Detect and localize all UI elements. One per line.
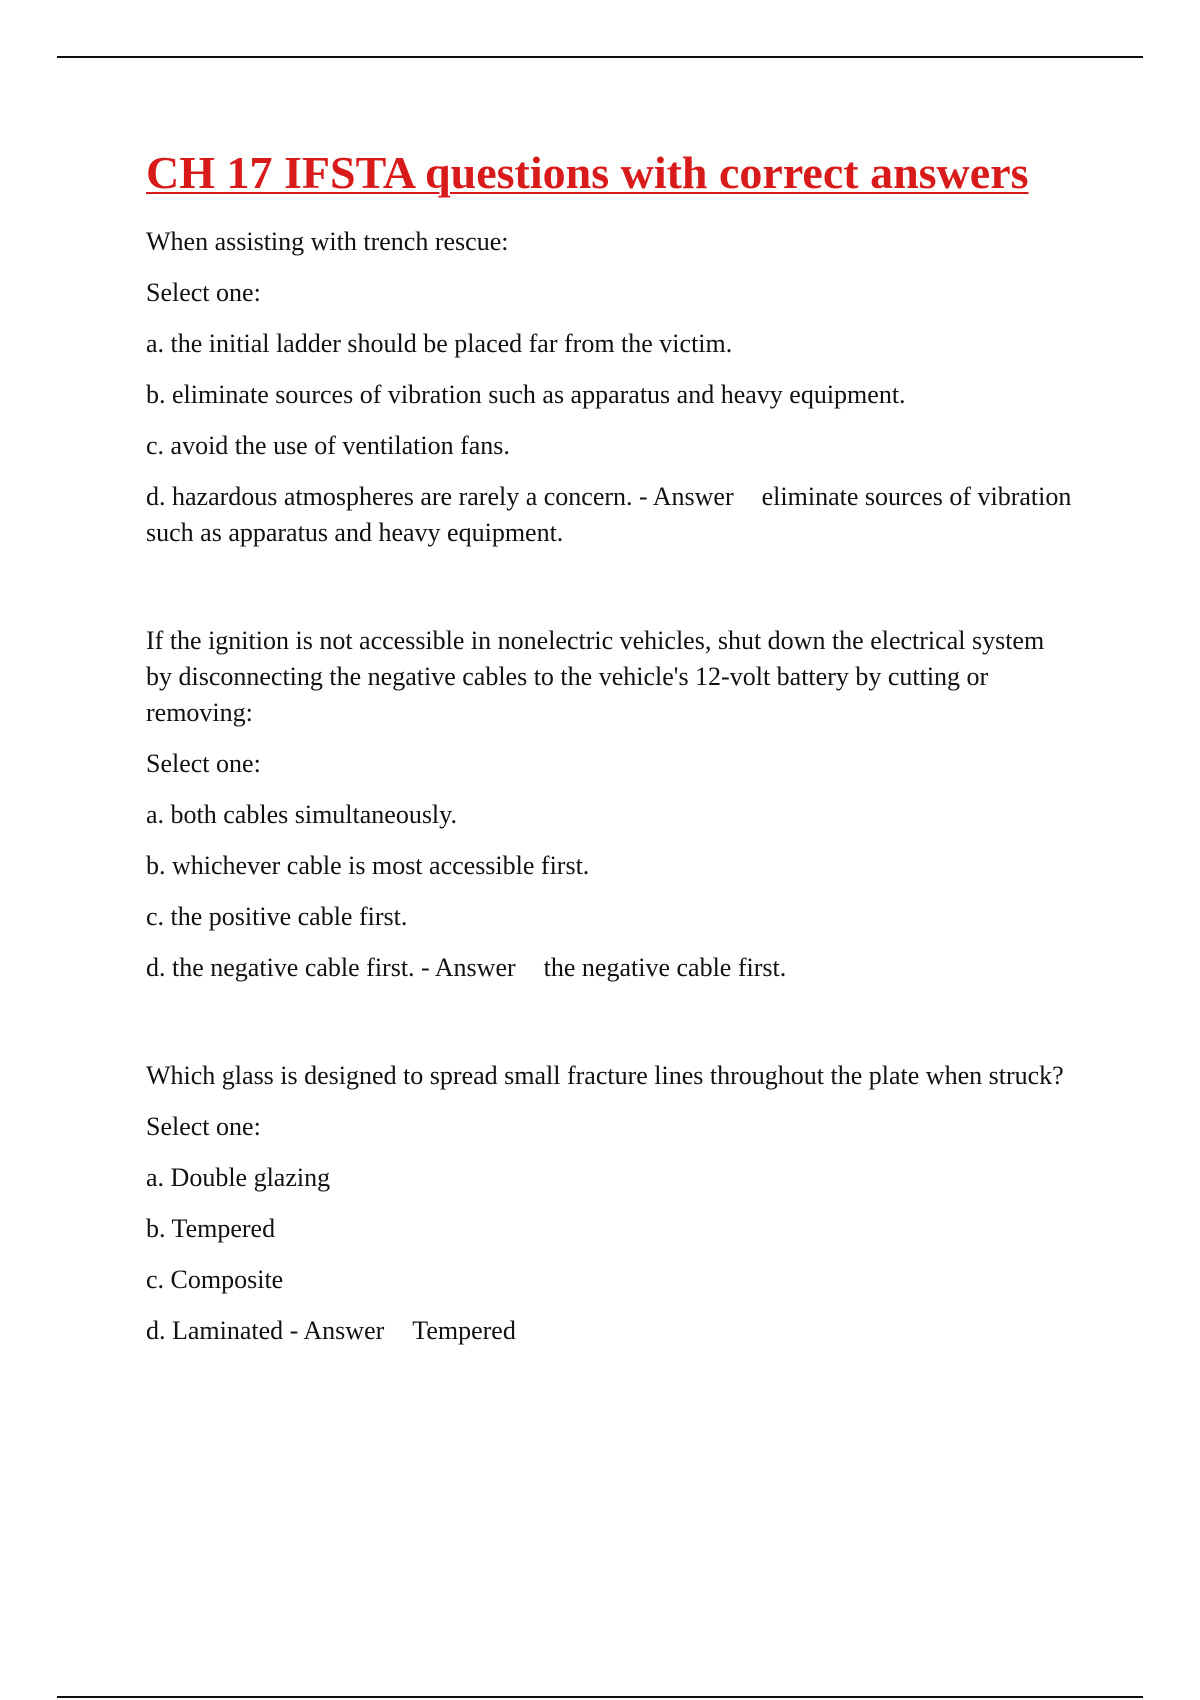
option-b: b. eliminate sources of vibration such as apparatus and heavy equipment. <box>146 380 906 409</box>
option-c: c. Composite <box>146 1265 284 1294</box>
question-block-2 <box>146 623 1076 986</box>
question-block-1 <box>146 224 1076 551</box>
document-body <box>146 146 1076 1349</box>
option-b: b. whichever cable is most accessible first. <box>146 851 590 880</box>
option-a: a. Double glazing <box>146 1163 331 1192</box>
question-block-3 <box>146 1058 1076 1349</box>
option-d-with-answer <box>146 950 1076 986</box>
option-a: a. both cables simultaneously. <box>146 800 457 829</box>
option-d-with-answer <box>146 1313 1076 1349</box>
select-label: Select one: <box>146 1112 261 1141</box>
option-d: d. hazardous atmospheres are rarely a concern. - Answer <box>146 482 734 511</box>
option-d-with-answer <box>146 479 1076 551</box>
header-rule <box>57 56 1143 58</box>
option-c: c. the positive cable first. <box>146 902 408 931</box>
select-label: Select one: <box>146 749 261 778</box>
question-prompt: When assisting with trench rescue: <box>146 227 509 256</box>
question-prompt: If the ignition is not accessible in nonelectric vehicles, shut down the electrical system by disconnecting the negative cables to the vehicle's 12-volt battery by cutting or removing: <box>146 626 1045 727</box>
document-title: CH 17 IFSTA questions with correct answers <box>146 147 1029 198</box>
option-a: a. the initial ladder should be placed far from the victim. <box>146 329 733 358</box>
correct-answer: eliminate sources of vibration such as apparatus and heavy equipment. <box>146 482 1072 547</box>
correct-answer: the negative cable first. <box>543 953 787 982</box>
select-label: Select one: <box>146 278 261 307</box>
footer-rule <box>57 1696 1143 1698</box>
option-d: d. the negative cable first. - Answer <box>146 953 516 982</box>
option-d: d. Laminated - Answer <box>146 1316 385 1345</box>
question-prompt: Which glass is designed to spread small fracture lines throughout the plate when struck? <box>146 1061 1064 1090</box>
correct-answer: Tempered <box>412 1316 516 1345</box>
option-c: c. avoid the use of ventilation fans. <box>146 431 510 460</box>
option-b: b. Tempered <box>146 1214 276 1243</box>
